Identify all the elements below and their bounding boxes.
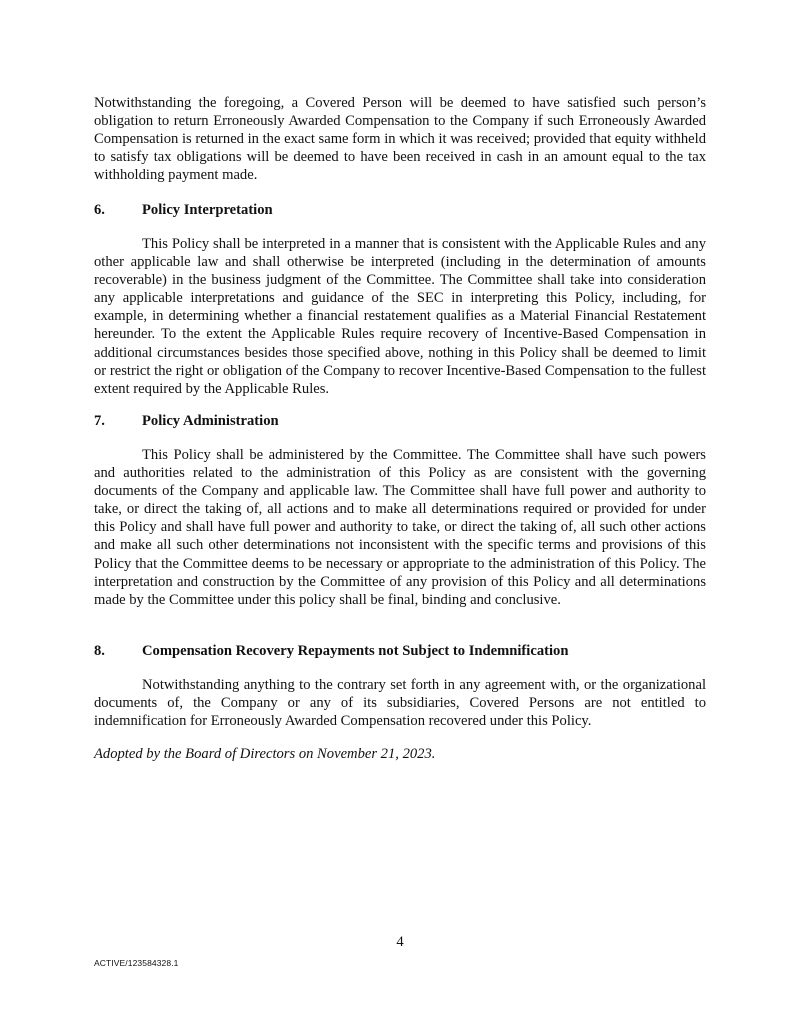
section-6-title: Policy Interpretation xyxy=(142,202,273,218)
section-7-heading xyxy=(94,412,279,430)
section-7-body: This Policy shall be administered by the Committee. The Committee shall have such powers and authorities related to the administration of this Policy as are consistent with the governing documents of the Company and applicable law. The Committee shall have full power and authority to take, or direct the taking of, all actions and to make all determinations required or provided for under this Policy and shall have full power and authority to take, or direct the taking of, all such other actions and make all such other determinations not inconsistent with the specific terms and provisions of this Policy that the Committee deems to be necessary or appropriate to the administration of this Policy. The interpretation and construction by the Committee of any provision of this Policy and all determinations made by the Committee under this policy shall be final, binding and conclusive. xyxy=(94,447,706,608)
section-8-number: 8. xyxy=(94,643,105,659)
section-7-number: 7. xyxy=(94,413,105,429)
section-8-heading xyxy=(94,642,568,660)
document-id: ACTIVE/123584328.1 xyxy=(94,958,179,968)
section-6-heading xyxy=(94,201,273,219)
intro-paragraph: Notwithstanding the foregoing, a Covered Person will be deemed to have satisfied such person’s obligation to return Erroneously Awarded Compensation to the Company if such Erroneously Awarded Compensation is returned in the exact same form in which it was received; provided that equity withheld to satisfy tax obligations will be deemed to have been received in cash in an amount equal to the tax withholding payment made. xyxy=(94,95,706,184)
section-8-title: Compensation Recovery Repayments not Subject to Indemnification xyxy=(142,643,569,659)
section-6-body: This Policy shall be interpreted in a manner that is consistent with the Applicable Rules and any other applicable law and shall otherwise be interpreted (including in the determination of amounts recoverable) in the business judgment of the Committee. The Committee shall take into consideration any applicable interpretations and guidance of the SEC in interpreting this Policy, including, for example, in determining whether a financial restatement qualifies as a Material Financial Restatement hereunder. To the extent the Applicable Rules require recovery of Incentive-Based Compensation in additional circumstances besides those specified above, nothing in this Policy shall be deemed to limit or restrict the right or obligation of the Company to recover Incentive-Based Compensation to the fullest extent required by the Applicable Rules. xyxy=(94,236,706,397)
page-number: 4 xyxy=(396,934,404,950)
adopted-note: Adopted by the Board of Directors on November 21, 2023. xyxy=(94,746,436,762)
section-6-number: 6. xyxy=(94,202,105,218)
section-8-body: Notwithstanding anything to the contrary set forth in any agreement with, or the organizational documents of, the Company or any of its subsidiaries, Covered Persons are not entitled to indemnification for Erroneously Awarded Compensation recovered under this Policy. xyxy=(94,677,706,730)
section-7-title: Policy Administration xyxy=(142,413,279,429)
